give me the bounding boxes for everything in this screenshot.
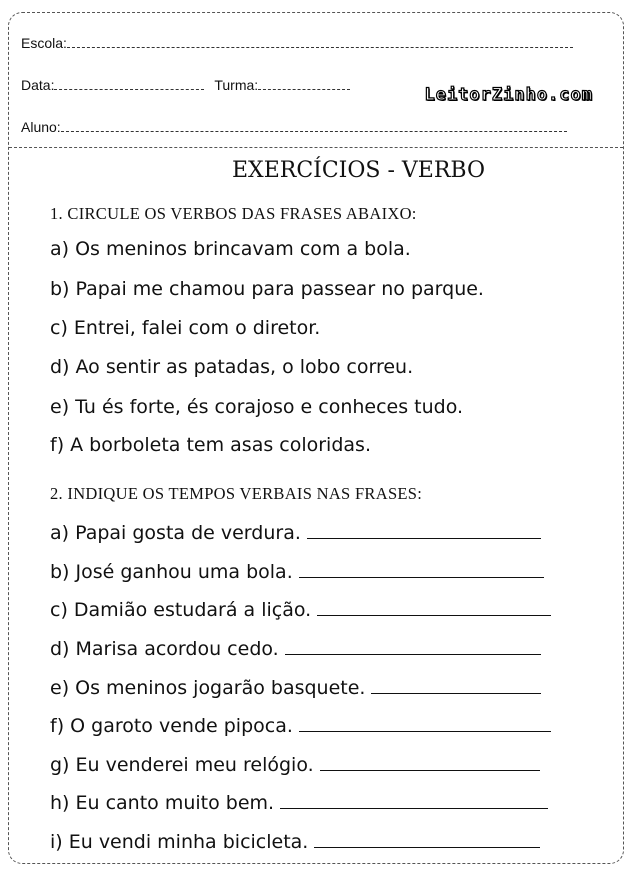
section1-item-a: a) Os meninos brincavam com a bola. <box>50 238 411 260</box>
section2-row-b <box>50 561 544 583</box>
section2-heading: 2. INDIQUE OS TEMPOS VERBAIS NAS FRASES: <box>50 484 423 503</box>
section1-item-d: d) Ao sentir as patadas, o lobo correu. <box>50 356 414 378</box>
answer-line-f[interactable] <box>299 730 551 732</box>
section2-row-c <box>50 599 551 621</box>
answer-line-h[interactable] <box>280 807 548 809</box>
section2-row-d <box>50 638 541 660</box>
section2-item-i: i) Eu vendi minha bicicleta. <box>50 831 309 853</box>
answer-line-a[interactable] <box>307 537 541 539</box>
section1-item-f: f) A borboleta tem asas coloridas. <box>50 434 371 456</box>
escola-row <box>21 35 635 51</box>
answer-line-c[interactable] <box>317 614 551 616</box>
section2-row-g <box>50 754 540 776</box>
turma-label: Turma: <box>214 77 259 93</box>
section2-row-i <box>50 831 540 853</box>
escola-field[interactable] <box>67 46 573 48</box>
answer-line-e[interactable] <box>371 692 541 694</box>
section2-row-f <box>50 715 551 737</box>
section1-item-e: e) Tu és forte, és corajoso e conheces tudo. <box>50 396 464 418</box>
escola-label: Escola: <box>21 35 67 51</box>
section1-heading: 1. CIRCULE OS VERBOS DAS FRASES ABAIXO: <box>50 204 417 223</box>
section2-row-a <box>50 522 541 544</box>
brand-logo: LeitorZinho.com <box>424 85 593 105</box>
section2-row-h <box>50 792 548 814</box>
section2-item-f: f) O garoto vende pipoca. <box>50 715 293 737</box>
header-divider <box>9 147 623 148</box>
data-field[interactable] <box>54 88 204 90</box>
turma-field[interactable] <box>258 88 350 90</box>
section2-item-g: g) Eu venderei meu relógio. <box>50 754 314 776</box>
section2-item-a: a) Papai gosta de verdura. <box>50 522 301 544</box>
section2-item-d: d) Marisa acordou cedo. <box>50 638 279 660</box>
section2-item-c: c) Damião estudará a lição. <box>50 599 312 621</box>
answer-line-d[interactable] <box>285 653 541 655</box>
section2-item-h: h) Eu canto muito bem. <box>50 792 275 814</box>
section1-item-c: c) Entrei, falei com o diretor. <box>50 317 321 339</box>
page-title: EXERCÍCIOS - VERBO <box>231 158 486 183</box>
answer-line-i[interactable] <box>314 846 540 848</box>
section1-item-b: b) Papai me chamou para passear no parque. <box>50 278 484 300</box>
answer-line-g[interactable] <box>320 769 540 771</box>
aluno-row <box>21 119 635 135</box>
aluno-field[interactable] <box>61 130 567 132</box>
section2-item-b: b) José ganhou uma bola. <box>50 561 293 583</box>
section2-item-e: e) Os meninos jogarão basquete. <box>50 677 366 699</box>
section2-row-e <box>50 677 541 699</box>
aluno-label: Aluno: <box>21 119 61 135</box>
data-label: Data: <box>21 77 55 93</box>
answer-line-b[interactable] <box>299 576 544 578</box>
